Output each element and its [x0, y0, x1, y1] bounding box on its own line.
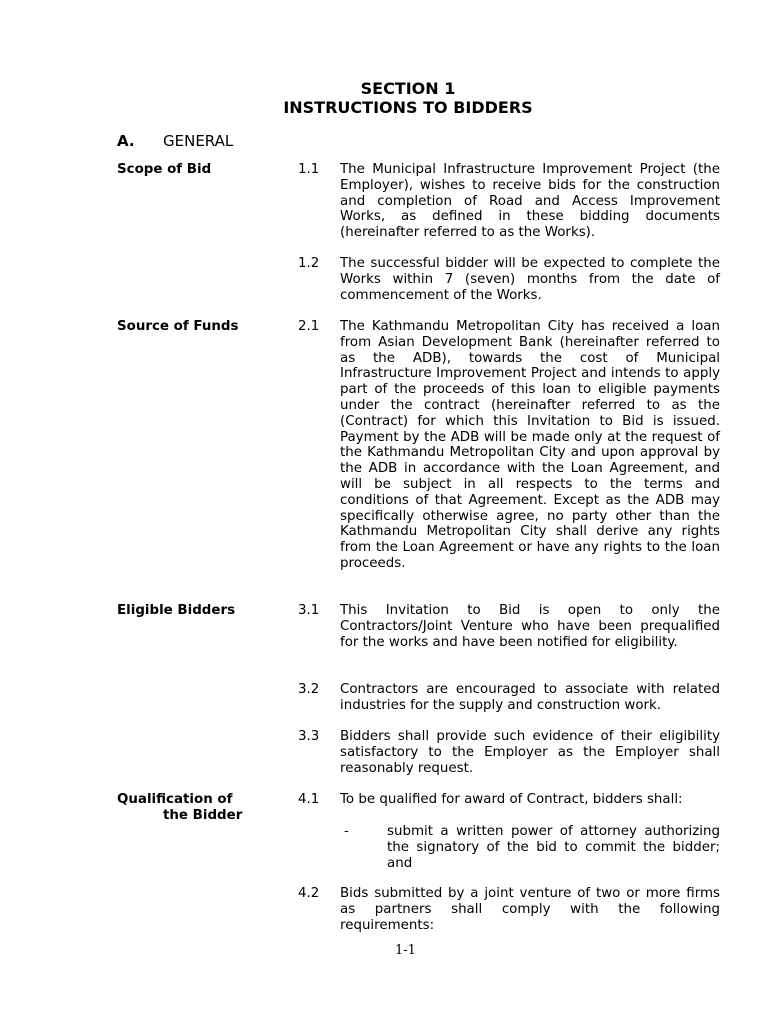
part-title: GENERAL	[163, 132, 234, 150]
clause-number: 3.3	[298, 729, 320, 744]
list-item-text: submit a written power of attorney authorizing the signatory of the bid to commit the bidder; and	[387, 824, 720, 871]
heading-qualification-line2: the Bidder	[163, 807, 243, 823]
clause-number: 2.1	[298, 319, 320, 334]
heading-source-of-funds: Source of Funds	[117, 319, 239, 334]
section-title: SECTION 1	[360, 79, 456, 98]
clause-text: The Municipal Infrastructure Improvement Project (the Employer), wishes to receive bids for the construction and completion of Road and Access Improvement Works, as defined in these bidding documents (hereinafter referred to as the Works).	[340, 162, 720, 241]
clause-number: 3.1	[298, 603, 320, 618]
page-number: 1-1	[395, 943, 416, 958]
heading-qualification	[117, 792, 267, 824]
list-bullet: -	[344, 824, 349, 839]
clause-number: 3.2	[298, 682, 320, 697]
clause-text: To be qualified for award of Contract, bidders shall:	[340, 792, 683, 807]
clause-number: 1.2	[298, 256, 320, 271]
clause-text: Bidders shall provide such evidence of their eligibility satisfactory to the Employer as the Employer shall reasonably request.	[340, 729, 720, 776]
section-subtitle: INSTRUCTIONS TO BIDDERS	[283, 98, 533, 117]
clause-text: The successful bidder will be expected to complete the Works within 7 (seven) months from the date of commencement of the Works.	[340, 256, 720, 303]
heading-qualification-line1: Qualification of	[117, 792, 233, 807]
heading-eligible-bidders: Eligible Bidders	[117, 603, 236, 618]
part-heading	[117, 131, 233, 151]
clause-text: This Invitation to Bid is open to only the Contractors/Joint Venture who have been prequalified for the works and have been notified for eligibility.	[340, 603, 720, 650]
clause-number: 4.2	[298, 886, 320, 901]
clause-text: Bids submitted by a joint venture of two or more firms as partners shall comply with the following requirements:	[340, 886, 720, 933]
clause-number: 1.1	[298, 162, 320, 177]
heading-scope-of-bid: Scope of Bid	[117, 162, 212, 177]
clause-text: Contractors are encouraged to associate with related industries for the supply and construction work.	[340, 682, 720, 713]
clause-number: 4.1	[298, 792, 320, 807]
part-letter: A.	[117, 132, 135, 150]
clause-text: The Kathmandu Metropolitan City has received a loan from Asian Development Bank (hereinafter referred to as the ADB), towards the cost of Municipal Infrastructure Improvement Project and intends to apply part of the proceeds of this loan to eligible payments under the contract (hereinafter referred to as the (Contract) for which this Invitation to Bid is issued. Payment by the ADB will be made only at the request of the Kathmandu Metropolitan City and upon approval by the ADB in accordance with the Loan Agreement, and will be subject in all respects to the terms and conditions of that Agreement. Except as the ADB may specifically otherwise agree, no party other than the Kathmandu Metropolitan City shall derive any rights from the Loan Agreement or have any rights to the loan proceeds.	[340, 319, 720, 571]
